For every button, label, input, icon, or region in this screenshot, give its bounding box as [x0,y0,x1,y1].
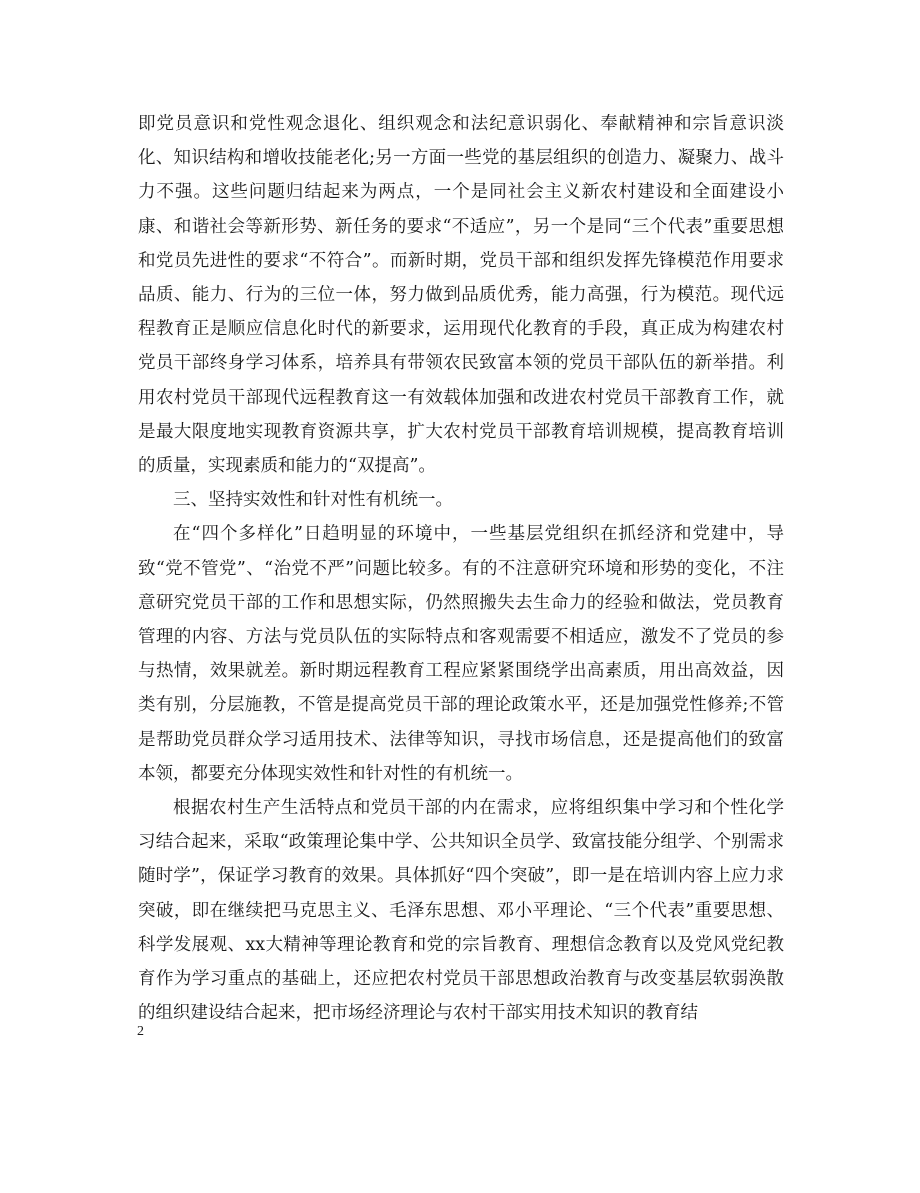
paragraph-continuation: 即党员意识和党性观念退化、组织观念和法纪意识弱化、奉献精神和宗旨意识淡化、知识结构和增收技能老化;另一方面一些党的基层组织的创造力、凝聚力、战斗力不强。这些问题归结起来为两点，一个是同社会主义新农村建设和全面建设小康、和谐社会等新形势、新任务的要求“不适应”，另一个是同“三个代表”重要思想和党员先进性的要求“不符合”。而新时期，党员干部和组织发挥先锋模范作用要求品质、能力、行为的三位一体，努力做到品质优秀，能力高强，行为模范。现代远程教育正是顺应信息化时代的新要求，运用现代化教育的手段，真正成为构建农村党员干部终身学习体系，培养具有带领农民致富本领的党员干部队伍的新举措。利用农村党员干部现代远程教育这一有效载体加强和改进农村党员干部教育工作，就是最大限度地实现教育资源共享，扩大农村党员干部教育培训规模，提高教育培训的质量，实现素质和能力的“双提高”。 [138,114,784,477]
document-body [138,107,784,1030]
page-number: 2 [137,1024,144,1039]
paragraph: 在“四个多样化”日趋明显的环境中，一些基层党组织在抓经济和党建中，导致“党不管党”、“治党不严”问题比较多。有的不注意研究环境和形势的变化，不注意研究党员干部的工作和思想实际，仍然照搬失去生命力的经验和做法，党员教育管理的内容、方法与党员队伍的实际特点和客观需要不相适应，激发不了党员的参与热情，效果就差。新时期远程教育工程应紧紧围绕学出高素质，用出高效益，因类有别，分层施教，不管是提高党员干部的理论政策水平，还是加强党性修养;不管是帮助党员群众学习适用技术、法律等知识，寻找市场信息，还是提高他们的致富本领，都要充分体现实效性和针对性的有机统一。 [138,524,784,784]
paragraph: 根据农村生产生活特点和党员干部的内在需求，应将组织集中学习和个性化学习结合起来，采取“政策理论集中学、公共知识全员学、致富技能分组学、个别需求随时学”，保证学习教育的效果。具体抓好“四个突破”，即一是在培训内容上应力求突破，即在继续把马克思主义、毛泽东思想、邓小平理论、“三个代表”重要思想、科学发展观、xx大精神等理论教育和党的宗旨教育、理想信念教育以及党风党纪教育作为学习重点的基础上，还应把农村党员干部思想政治教育与改变基层软弱涣散的组织建设结合起来，把市场经济理论与农村干部实用技术知识的教育结 [138,798,784,1024]
section-heading: 三、坚持实效性和针对性有机统一。 [173,490,453,511]
